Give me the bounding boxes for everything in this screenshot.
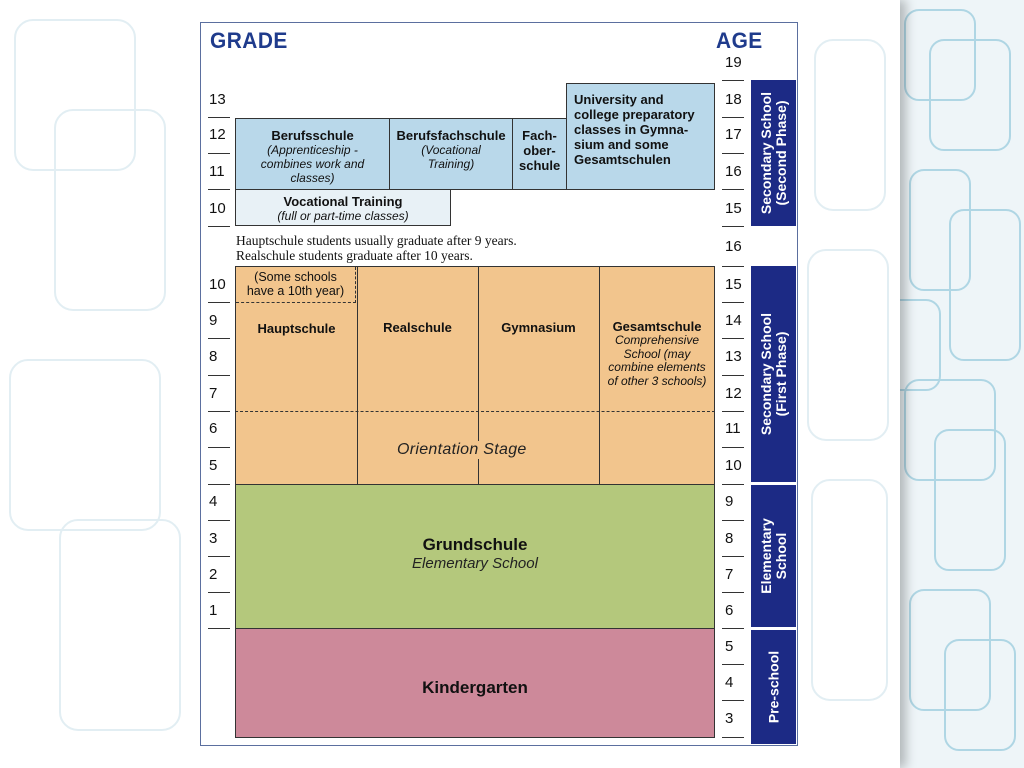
university-box xyxy=(566,83,715,190)
grundschule-subtitle: Elementary School xyxy=(412,555,538,572)
berufsschule-box xyxy=(235,118,390,190)
grade-label: 10 xyxy=(209,200,226,217)
berufsfachschule-title: Berufsfachschule xyxy=(396,128,506,143)
age-label: 11 xyxy=(725,420,741,437)
age-tick xyxy=(722,338,744,339)
phase-label-elementary: Elementary School xyxy=(757,518,789,594)
grade-label: 9 xyxy=(209,312,218,329)
grade-tick xyxy=(208,556,230,557)
phase-band-secondary-first xyxy=(751,266,796,482)
age-label: 10 xyxy=(725,457,742,474)
grade-tick xyxy=(208,338,230,339)
age-tick xyxy=(722,700,744,701)
grade-label: 4 xyxy=(209,493,218,510)
phase-label-secondary-first: Secondary School (First Phase) xyxy=(757,312,789,436)
age-label: 3 xyxy=(725,710,734,727)
age-label: 8 xyxy=(725,530,734,547)
age-tick xyxy=(722,226,744,227)
age-tick xyxy=(722,375,744,376)
age-tick xyxy=(722,411,744,412)
grade-tick xyxy=(208,628,230,629)
hauptschule-label: Hauptschule xyxy=(257,321,336,336)
age-tick xyxy=(722,266,744,267)
berufsschule-note: (Apprenticeship - combines work and classes) xyxy=(260,143,365,185)
age-label: 7 xyxy=(725,566,734,583)
age-label: 6 xyxy=(725,602,734,619)
age-label: 16 xyxy=(725,238,742,255)
age-label: 12 xyxy=(725,385,742,402)
age-label: 9 xyxy=(725,493,734,510)
age-label: 15 xyxy=(725,200,742,217)
gesamtschule-cell xyxy=(599,319,715,388)
grade-label: 3 xyxy=(209,530,218,547)
grade-tick xyxy=(208,226,230,227)
grade-label: 2 xyxy=(209,566,218,583)
phase-label-secondary-second: Secondary School (Second Phase) xyxy=(757,91,789,215)
grade-label: 13 xyxy=(209,91,226,108)
age-label: 5 xyxy=(725,638,734,655)
age-tick xyxy=(722,664,744,665)
age-label: 15 xyxy=(725,276,742,293)
age-tick xyxy=(722,153,744,154)
phase-band-elementary xyxy=(751,485,796,627)
grade-tick xyxy=(208,189,230,190)
grade-label: 1 xyxy=(209,602,218,619)
age-label: 14 xyxy=(725,312,742,329)
grundschule-block xyxy=(235,484,715,629)
grade-label: 7 xyxy=(209,385,218,402)
kindergarten-block xyxy=(235,628,715,738)
grade-tick xyxy=(208,302,230,303)
grade-label: 8 xyxy=(209,348,218,365)
age-label: 19 xyxy=(725,54,742,71)
berufsschule-title: Berufsschule xyxy=(271,128,354,143)
age-tick xyxy=(722,556,744,557)
age-label: 13 xyxy=(725,348,742,365)
age-label: 4 xyxy=(725,674,734,691)
grade-tick xyxy=(208,447,230,448)
grade-tick xyxy=(208,592,230,593)
age-tick xyxy=(722,737,744,738)
gesamtschule-note: Comprehensive School (may combine elements of other 3 schools) xyxy=(607,333,707,388)
age-tick xyxy=(722,628,744,629)
age-tick xyxy=(722,117,744,118)
grade-label: 6 xyxy=(209,420,218,437)
age-tick xyxy=(722,520,744,521)
vocational-title: Vocational Training xyxy=(283,194,403,209)
age-tick xyxy=(722,592,744,593)
gymnasium-label: Gymnasium xyxy=(501,320,576,335)
grade-tick xyxy=(208,117,230,118)
realschule-label: Realschule xyxy=(383,320,452,335)
berufsfachschule-note: (Vocational Training) xyxy=(421,143,481,171)
grade-label: 11 xyxy=(209,163,225,180)
tenth-year-note: (Some schools have a 10th year) xyxy=(236,267,356,303)
grade-label: 10 xyxy=(209,276,226,293)
age-label: 16 xyxy=(725,163,742,180)
vocational-training-box xyxy=(235,189,451,226)
phase-band-preschool xyxy=(751,630,796,744)
kindergarten-title: Kindergarten xyxy=(422,678,528,697)
grade-tick xyxy=(208,411,230,412)
age-label: 18 xyxy=(725,91,742,108)
age-label: 17 xyxy=(725,126,742,143)
graduation-note-line2: Realschule students graduate after 10 years. xyxy=(236,248,473,263)
grade-label: 12 xyxy=(209,126,226,143)
grade-label: 5 xyxy=(209,457,218,474)
age-tick xyxy=(722,484,744,485)
orientation-stage-label: Orientation Stage xyxy=(394,441,530,459)
grundschule-title: Grundschule xyxy=(422,535,528,554)
fachoberschule-title: Fach- ober- schule xyxy=(519,128,561,173)
divider xyxy=(357,266,358,485)
age-header: AGE xyxy=(716,28,763,53)
grade-tick xyxy=(208,375,230,376)
orientation-dashed-line xyxy=(235,411,715,412)
age-tick xyxy=(722,189,744,190)
phase-band-secondary-second xyxy=(751,80,796,226)
age-tick xyxy=(722,80,744,81)
gesamtschule-label: Gesamtschule xyxy=(612,319,702,334)
grade-header: GRADE xyxy=(210,28,288,53)
berufsfachschule-box xyxy=(389,118,513,190)
fachoberschule-box xyxy=(512,118,567,190)
grade-tick xyxy=(208,484,230,485)
vocational-note: (full or part-time classes) xyxy=(277,209,409,223)
grade-tick xyxy=(208,520,230,521)
age-tick xyxy=(722,302,744,303)
graduation-note-line1: Hauptschule students usually graduate after 9 years. xyxy=(236,233,517,248)
university-title: University and college preparatory classes in Gymna- sium and some Gesamtschulen xyxy=(574,92,695,167)
grade-tick xyxy=(208,153,230,154)
phase-label-preschool: Pre-school xyxy=(765,650,781,724)
age-tick xyxy=(722,447,744,448)
